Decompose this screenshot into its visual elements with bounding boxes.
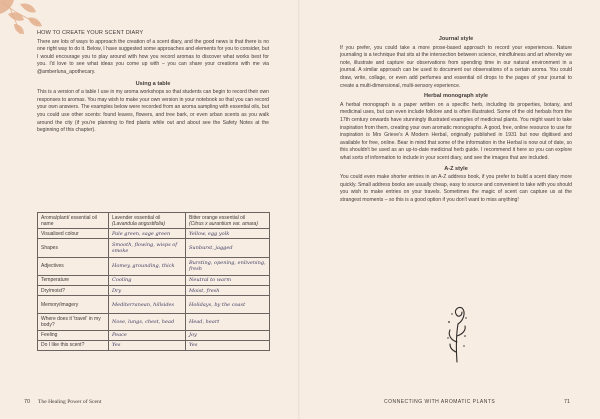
row-label: Feeling xyxy=(38,330,109,340)
orange-cell: Bursting, opening, enlivening, fresh xyxy=(186,257,270,275)
table-paragraph: This is a version of a table I use in my aroma workshops so that students can begin to record their own responses to aromas. You may wish to make your own version in your notebook so that you can record your own answers. The examples below were recorded from an aroma sampling with essential oils, but you could use other scents: found leaves, flowers, and tree bark, or even urban scents as you walk around the city (if you're planning to find plants while out and about see the Safety Notes at the beginning of this chapter). xyxy=(37,89,269,134)
table-row xyxy=(38,239,270,257)
table-row xyxy=(38,229,270,239)
page-number: 70 xyxy=(24,399,30,405)
running-title: The Healing Power of Scent xyxy=(38,399,102,405)
table-header-cell: Lavender essential oil (Lavandula angustifolia) xyxy=(109,213,186,229)
lavender-cell: Nose, lungs, chest, head xyxy=(109,314,186,330)
lavender-cell: Homey, grounding, thick xyxy=(109,257,186,275)
orange-cell: Moist, fresh xyxy=(186,285,270,295)
right-column xyxy=(340,36,572,204)
table-header-row xyxy=(38,213,270,229)
orange-cell: Neutral to warm xyxy=(186,275,270,285)
table-subheading: Using a table xyxy=(135,80,171,87)
section-heading: HOW TO CREATE YOUR SCENT DIARY xyxy=(37,30,144,36)
row-label: Temperature xyxy=(38,275,109,285)
herbal-heading: Herbal monograph style xyxy=(423,93,489,100)
orange-cell: Sunburst, jagged xyxy=(186,239,270,257)
row-label: Where does it 'travel' in my body? xyxy=(38,314,109,330)
intro-paragraph: There are lots of ways to approach the creation of a scent diary, and the good news is that there is no one right way to do it. Below, I have suggested some approaches and elements for you to consider, but I would encourage you to play around with how you record aromas to discover what works best for you. I'd love to see what ideas you come up with – you can share your creations with me via @amberluna_apothecary. xyxy=(37,38,269,75)
table-row xyxy=(38,285,270,295)
az-heading: A-Z style xyxy=(444,165,468,172)
row-label: Visualised colour xyxy=(38,229,109,239)
lavender-cell: Dry xyxy=(109,285,186,295)
orange-cell: Head, heart xyxy=(186,314,270,330)
table-row xyxy=(38,275,270,285)
orange-cell: Holidays, by the coast xyxy=(186,296,270,314)
running-title: CONNECTING WITH AROMATIC PLANTS xyxy=(384,399,496,405)
sprout-icon xyxy=(444,302,470,364)
table-row xyxy=(38,330,270,340)
az-paragraph: You could even make shorter entries in an A-Z address book, if you prefer to build a scent diary more quickly. Small address books are usually cheap, easy to source and convenient to take with you should you wish to make entries on your travels. Sometimes the magic of scent can capture us at the strangest moments – so this is a good option if you don't want to miss anything! xyxy=(340,174,572,203)
orange-cell: Joy xyxy=(186,330,270,340)
left-column xyxy=(37,30,269,135)
row-label: Shapes xyxy=(38,239,109,257)
row-label: Dry/moist? xyxy=(38,285,109,295)
scent-table xyxy=(37,212,270,351)
table-header-cell: Bitter orange essential oil (Citrus x aurantium var. amara) xyxy=(186,213,270,229)
table-row xyxy=(38,314,270,330)
lavender-cell: Smooth, flowing, wisps of smoke xyxy=(109,239,186,257)
journal-heading: Journal style xyxy=(438,36,474,42)
orange-cell: Yes xyxy=(186,340,270,350)
page-gutter xyxy=(298,0,300,419)
row-label: Adjectives xyxy=(38,257,109,275)
table-header-cell: Aroma/plant/ essential oil name xyxy=(38,213,109,229)
table-row xyxy=(38,257,270,275)
row-label: Memory/imagery xyxy=(38,296,109,314)
page-number: 71 xyxy=(564,399,570,405)
lavender-cell: Mediterranean, hillsides xyxy=(109,296,186,314)
row-label: Do I like this scent? xyxy=(38,340,109,350)
herbal-paragraph: A herbal monograph is a paper written on a specific herb, including its properties, botany, and medicinal uses, but can even include folklore and is often illustrated. Some of the old herbals from the 17th century onwards have stunningly illustrated examples of medicinal plants. You might want to take inspiration from them, creating your own aromatic monographs. A good, free, online resource to use for inspiration is Mrs Grieve's A Modern Herbal, originally published in 1931 but now digitised and available for free, online. Bear in mind that some of the information in the Herbal is now out of date, so this shouldn't be used as an up-to-date medicinal herb guide. I recommend it here so you can explore what sorts of information to include in your scent diary, and see the images that are included. xyxy=(340,101,572,161)
lavender-cell: Pale green, sage green xyxy=(109,229,186,239)
lavender-cell: Yes xyxy=(109,340,186,350)
lavender-cell: Cooling xyxy=(109,275,186,285)
table-row xyxy=(38,340,270,350)
lavender-cell: Peace xyxy=(109,330,186,340)
journal-paragraph: If you prefer, you could take a more prose-based approach to record your experiences. Nature journaling is a technique that sits at the intersection between science, mindfulness and art whereby we note, illustrate and capture our observations from spending time in our natural environment in a journal. A similar approach can be used to document our observations of a certain aroma. You could draw, write, collage, or even add perfumes and essential oil drops to the pages of your journal to create a multi-dimensional, multi-sensory experience. xyxy=(340,44,572,89)
orange-cell: Yellow, egg yolk xyxy=(186,229,270,239)
table-row xyxy=(38,296,270,314)
